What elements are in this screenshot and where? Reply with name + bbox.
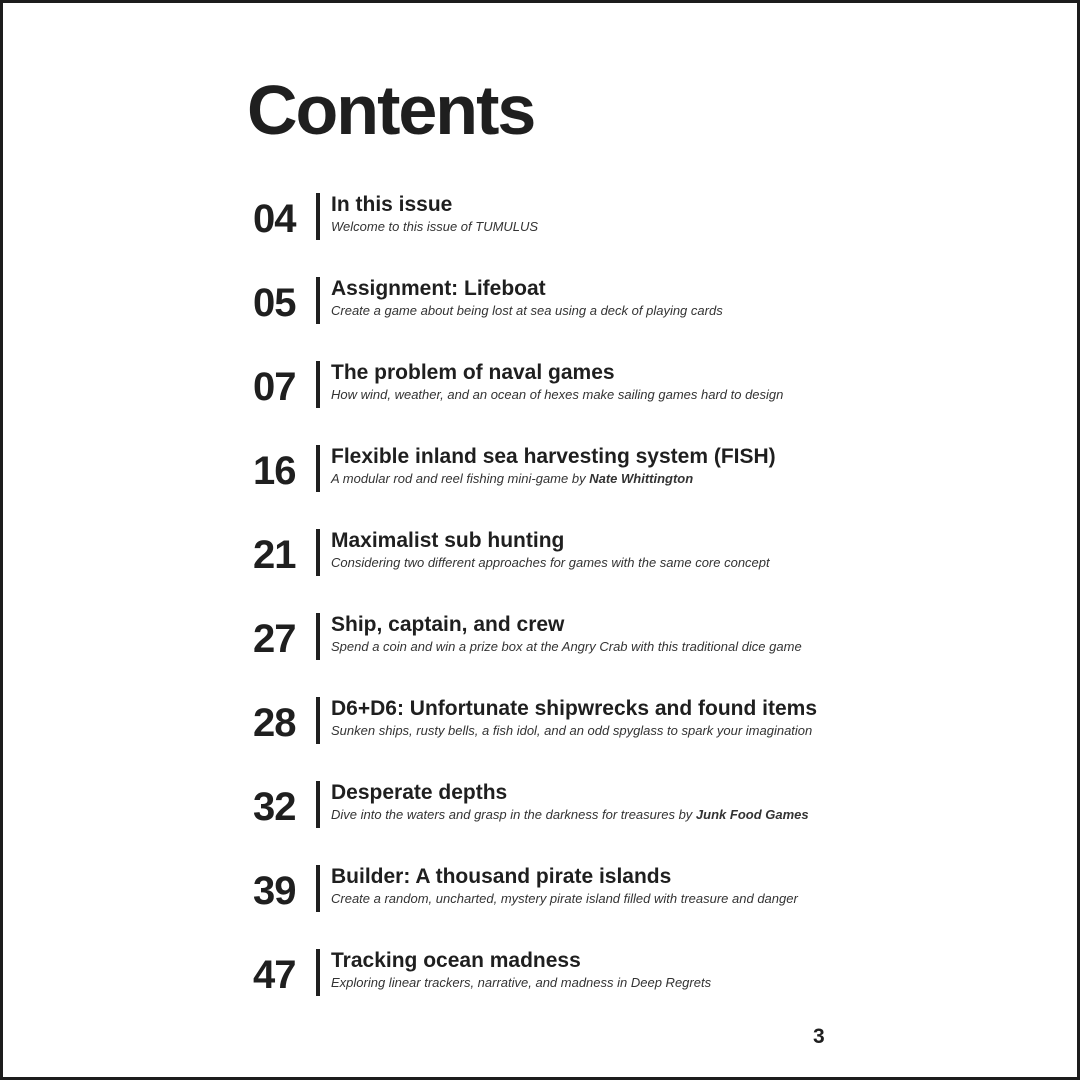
toc-description-text: How wind, weather, and an ocean of hexes make sailing games hard to design [331,387,784,402]
toc-divider [316,613,320,660]
toc-page-number: 32 [253,785,296,829]
toc-entry-description [331,640,802,654]
toc-entry-description [331,388,783,402]
toc-entry[interactable] [253,193,873,243]
toc-entry-title: Desperate depths [331,781,508,804]
toc-page-number: 16 [253,449,296,493]
toc-entry-description [331,304,723,318]
toc-entry-title: Maximalist sub hunting [331,529,565,552]
toc-page-number: 39 [253,869,296,913]
toc-page-number: 07 [253,365,296,409]
toc-entry-title: D6+D6: Unfortunate shipwrecks and found items [331,697,817,720]
toc-description-text: Welcome to this issue of TUMULUS [331,219,539,234]
toc-entry[interactable] [253,445,873,495]
toc-description-text: Create a random, uncharted, mystery pirate island filled with treasure and danger [331,891,798,906]
toc-entry-description [331,220,538,234]
toc-entry-title: Flexible inland sea harvesting system (FISH) [331,445,776,468]
toc-entry[interactable] [253,865,873,915]
toc-entry-title: The problem of naval games [331,361,615,384]
toc-description-text: Spend a coin and win a prize box at the Angry Crab with this traditional dice game [331,639,802,654]
toc-entry[interactable] [253,697,873,747]
toc-page-number: 27 [253,617,296,661]
toc-divider [316,781,320,828]
toc-entry-title: Tracking ocean madness [331,949,581,972]
toc-page-number: 28 [253,701,296,745]
toc-page-number: 05 [253,281,296,325]
toc-description-text: Considering two different approaches for games with the same core concept [331,555,770,570]
toc-divider [316,949,320,996]
toc-entry-title: Builder: A thousand pirate islands [331,865,672,888]
toc-entry-title: In this issue [331,193,453,216]
toc-divider [316,865,320,912]
page-title: Contents [247,71,535,149]
toc-entry[interactable] [253,277,873,327]
toc-page-number: 21 [253,533,296,577]
toc-entry[interactable] [253,781,873,831]
page-number: 3 [813,1025,825,1048]
toc-description-text: A modular rod and reel fishing mini-game by [331,471,590,486]
toc-description-text: Create a game about being lost at sea using a deck of playing cards [331,303,723,318]
toc-entry-title: Assignment: Lifeboat [331,277,546,300]
toc-entry-description [331,976,711,990]
toc-entry-description [331,472,693,486]
toc-entry[interactable] [253,949,873,999]
toc-entry-description [331,724,812,738]
toc-author: Nate Whittington [589,471,694,486]
toc-entry-description [331,892,798,906]
toc-divider [316,361,320,408]
toc-entry-description [331,808,809,822]
toc-author: Junk Food Games [695,807,809,822]
toc-entry[interactable] [253,613,873,663]
toc-description-text: Exploring linear trackers, narrative, and madness in Deep Regrets [331,975,712,990]
toc-divider [316,193,320,240]
toc-description-text: Dive into the waters and grasp in the darkness for treasures by [331,807,696,822]
toc-page-number: 47 [253,953,296,997]
toc-divider [316,697,320,744]
toc-entry[interactable] [253,529,873,579]
toc-divider [316,445,320,492]
toc-divider [316,277,320,324]
toc-entry[interactable] [253,361,873,411]
toc-description-text: Sunken ships, rusty bells, a fish idol, and an odd spyglass to spark your imagination [331,723,813,738]
toc-divider [316,529,320,576]
toc-entry-description [331,556,770,570]
toc-page-number: 04 [253,197,296,241]
toc-entry-title: Ship, captain, and crew [331,613,565,636]
